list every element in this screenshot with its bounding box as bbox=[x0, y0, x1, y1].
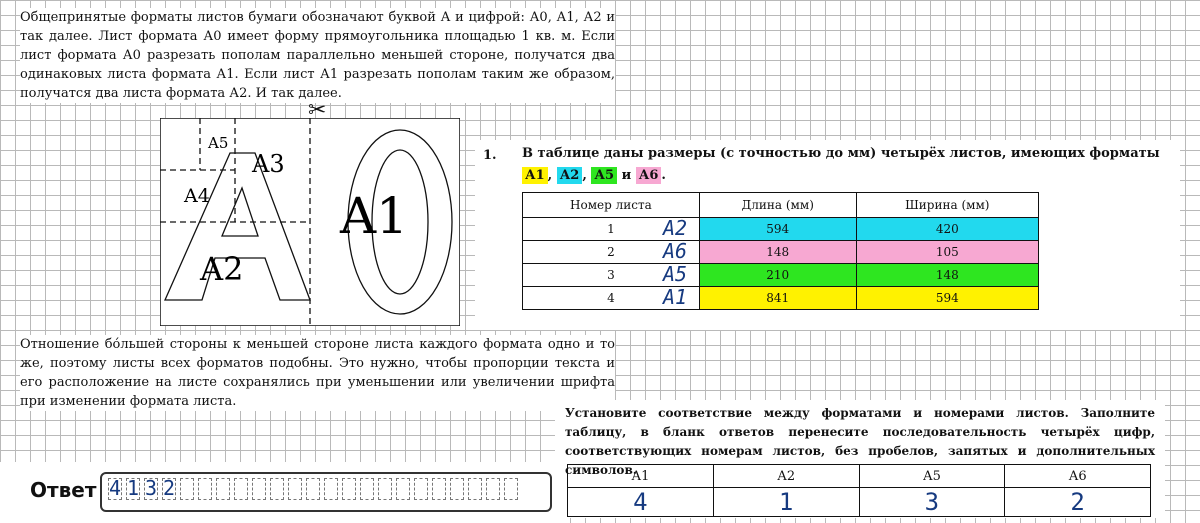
match-answer-cell[interactable]: 4 bbox=[633, 488, 648, 516]
table-row: 2 A6 148 105 bbox=[523, 241, 1039, 264]
task-block bbox=[475, 140, 1180, 330]
header-length: Длина (мм) bbox=[699, 193, 856, 218]
answer-cell[interactable]: 2 bbox=[163, 476, 176, 500]
format-a6-highlight: А6 bbox=[636, 167, 662, 184]
answer-cell[interactable] bbox=[288, 478, 302, 500]
answer-cell[interactable] bbox=[504, 478, 518, 500]
format-a5-highlight: А5 bbox=[591, 167, 617, 184]
answer-cell[interactable] bbox=[252, 478, 266, 500]
answer-cell[interactable]: 4 bbox=[109, 476, 122, 500]
answer-cell[interactable] bbox=[306, 478, 320, 500]
answer-cell[interactable] bbox=[360, 478, 374, 500]
match-answer-cell[interactable]: 1 bbox=[778, 488, 794, 516]
handwritten-format: A1 bbox=[663, 285, 688, 309]
answer-cell[interactable] bbox=[234, 478, 248, 500]
handwritten-format: A5 bbox=[663, 262, 688, 286]
scissors-icon: ✂ bbox=[308, 98, 327, 123]
task-text: В таблице даны размеры (с точностью до мм) четырёх листов, имеющих форматы А1 , А2 , А5 и А6 . bbox=[522, 146, 1160, 183]
answer-cell[interactable] bbox=[180, 478, 194, 500]
conjunction: и bbox=[621, 168, 632, 183]
label-a4: A4 bbox=[184, 185, 210, 207]
table-row: 4 A1 841 594 bbox=[523, 287, 1039, 310]
header-sheet-number: Номер листа bbox=[523, 193, 700, 218]
answer-label: Ответ bbox=[30, 478, 97, 502]
label-a1: A1 bbox=[340, 187, 408, 245]
answer-cell[interactable] bbox=[414, 478, 428, 500]
answer-cell[interactable] bbox=[342, 478, 356, 500]
answer-cell[interactable] bbox=[450, 478, 464, 500]
answer-strip bbox=[0, 462, 560, 523]
answer-cell[interactable] bbox=[378, 478, 392, 500]
handwritten-format: A2 bbox=[663, 216, 688, 240]
table-row: 3 A5 210 148 bbox=[523, 264, 1039, 287]
match-answer-cell[interactable]: 3 bbox=[924, 488, 940, 516]
answer-cell[interactable]: 1 bbox=[127, 476, 140, 500]
handwritten-format: A6 bbox=[663, 239, 688, 263]
intro-paragraph: Общепринятые форматы листов бумаги обозначают буквой А и цифрой: А0, А1, А2 и так далее. Лист формата А0 имеет форму прямоугольника площадью 1 кв. м. Если лист формата А0 разрезать пополам параллельно меньшей стороне, получатся два одинаковых листа формата А1. Если лист А1 разрезать пополам таким же образом, получатся два листа формата А2. И так далее. bbox=[20, 10, 615, 101]
match-instructions: Установите соответствие между форматами и номерами листов. Заполните таблицу, в бланк ответов перенесите последовательность четырёх цифр, соответствующих номерам листов, без пробелов, запятых и дополнительных символов. bbox=[565, 406, 1155, 477]
answer-cell[interactable] bbox=[486, 478, 500, 500]
label-a3: A3 bbox=[252, 150, 285, 178]
label-a5: A5 bbox=[208, 134, 229, 152]
answer-cell[interactable] bbox=[216, 478, 230, 500]
label-a2: A2 bbox=[200, 250, 244, 288]
match-answer-cell[interactable]: 2 bbox=[1070, 488, 1085, 516]
answer-cell[interactable]: 3 bbox=[145, 476, 158, 500]
match-table: А1 А2 А5 А6 4 1 3 2 bbox=[567, 464, 1151, 517]
ratio-paragraph: Отношение бо́льшей стороны к меньшей стороне листа каждого формата одно и то же, поэтому листы всех форматов подобны. Это нужно, чтобы пропорции текста и его расположение на листе сохранялись при уменьшении или увеличении шрифта при изменении формата листа. bbox=[20, 337, 615, 409]
answer-cell[interactable] bbox=[198, 478, 212, 500]
answer-cell[interactable] bbox=[270, 478, 284, 500]
answer-cell[interactable] bbox=[396, 478, 410, 500]
table-row: 1 A2 594 420 bbox=[523, 218, 1039, 241]
format-a2-highlight: А2 bbox=[557, 167, 583, 184]
task-text-before: В таблице даны размеры (с точностью до мм) четырёх листов, имеющих форматы bbox=[522, 146, 1160, 161]
format-a1-highlight: А1 bbox=[522, 167, 548, 184]
answer-cell[interactable] bbox=[432, 478, 446, 500]
answer-cell[interactable] bbox=[324, 478, 338, 500]
sizes-table bbox=[522, 192, 1039, 310]
match-block bbox=[555, 400, 1165, 518]
answer-cell[interactable] bbox=[468, 478, 482, 500]
paper-formats-figure bbox=[160, 118, 460, 326]
task-number: 1. bbox=[483, 148, 497, 163]
header-width: Ширина (мм) bbox=[856, 193, 1038, 218]
answer-cells[interactable] bbox=[108, 478, 522, 500]
